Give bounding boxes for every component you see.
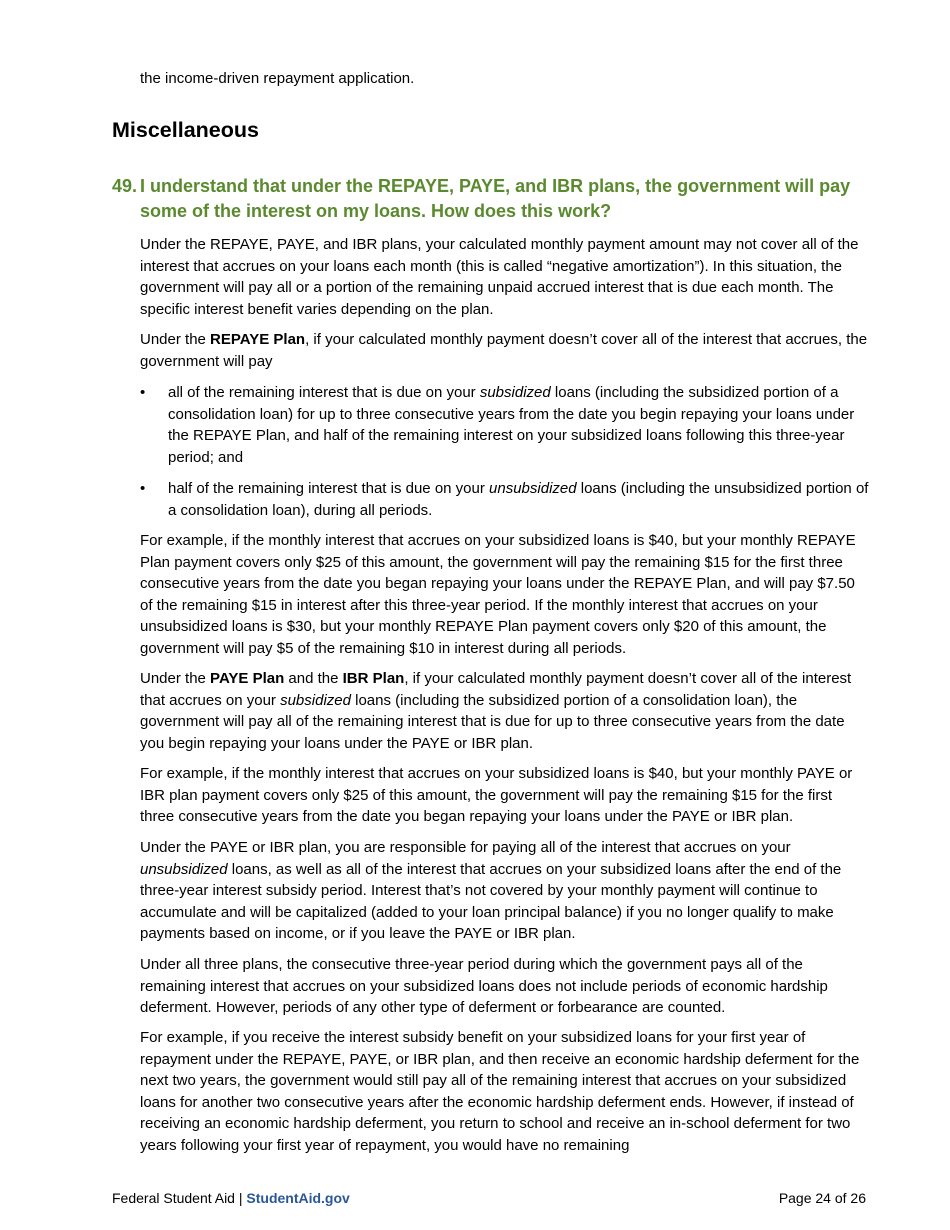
text-run: Under the xyxy=(140,670,211,687)
paragraph-paye-ibr-intro xyxy=(140,668,870,754)
footer-left xyxy=(112,1189,350,1207)
paragraph-repaye-example: For example, if the monthly interest that accrues on your subsidized loans is $40, but your monthly REPAYE Plan payment covers only $25 of this amount, the government will pay the remaining $15 for the first three consecutive years from the date you began repaying your loans under the REPAYE Plan, and will pay $7.50 of the remaining $15 in interest after this three-year period. If the monthly interest that accrues on your unsubsidized loans is $30, but your monthly REPAYE Plan payment covers only $20 of this amount, the government will pay $5 of the remaining $10 in interest during all periods. xyxy=(140,532,856,657)
question-text: I understand that under the REPAYE, PAYE, and IBR plans, the government will pay some of the interest on my loans. How does this work? xyxy=(140,176,851,221)
page-number: Page 24 of 26 xyxy=(778,1190,866,1206)
subsidized-italic: subsidized xyxy=(280,691,351,709)
continuation-text: the income-driven repayment application. xyxy=(140,70,415,87)
paragraph-paye-ibr-example: For example, if the monthly interest that accrues on your subsidized loans is $40, but your monthly PAYE or IBR plan payment covers only $25 of this amount, the government will pay the remaining $15 for the first three consecutive years from the date you began repaying your loans under the PAYE or IBR plan. xyxy=(140,765,853,825)
text-run: half of the remaining interest that is due on your xyxy=(168,480,490,497)
text-run: loans (including the subsidized portion of a consolidation loan) for up to three consecutive years from the date you begin repaying your loans under the REPAYE Plan, and half of the remaining interest on your subsidized loans following this three-year period; and xyxy=(168,384,855,466)
bullet-list-unsubsidized xyxy=(140,478,870,521)
ibr-plan-bold: IBR Plan xyxy=(342,670,405,687)
paragraph-deferment-example: For example, if you receive the interest subsidy benefit on your subsidized loans for your first year of repayment under the REPAYE, PAYE, or IBR plan, and then receive an economic hardship deferment for the next two years, the government would still pay all of the remaining interest that accrues on your subsidized loans for another two consecutive years after the economic hardship deferment ends. However, if instead of receiving an economic hardship deferment, you return to school and receive an in-school deferment for two years following your first year of repayment, you would have no remaining xyxy=(140,1029,860,1154)
question-heading xyxy=(112,174,872,224)
unsubsidized-italic: unsubsidized xyxy=(489,480,577,497)
text-run: Under the PAYE or IBR plan, you are responsible for paying all of the interest that accrues on your xyxy=(140,839,791,856)
footer-org: Federal Student Aid | xyxy=(112,1190,247,1206)
text-run: , if your calculated monthly payment doesn’t cover all of the interest that accrues on your xyxy=(140,670,852,709)
text-run: Under the xyxy=(140,331,211,348)
section-heading: Miscellaneous xyxy=(112,118,259,142)
subsidized-italic: subsidized xyxy=(479,384,551,401)
bullet-icon: • xyxy=(140,480,146,497)
list-item xyxy=(140,382,870,468)
studentaid-link[interactable]: StudentAid.gov xyxy=(246,1190,350,1206)
paye-plan-bold: PAYE Plan xyxy=(210,670,285,687)
question-number: 49. xyxy=(112,176,138,196)
text-run: loans (including the unsubsidized portion of a consolidation loan), during all periods. xyxy=(168,480,869,519)
paragraph-repaye-intro xyxy=(140,329,870,372)
repaye-plan-bold: REPAYE Plan xyxy=(210,331,306,348)
text-run: and the xyxy=(284,670,343,687)
bullet-icon: • xyxy=(140,384,146,401)
paragraph-negative-amortization: Under the REPAYE, PAYE, and IBR plans, your calculated monthly payment amount may not cover all of the interest that accrues on your loans each month (this is called “negative amortization”). In this situation, the government will pay all or a portion of the remaining unpaid accrued interest that is due each month. The specific interest benefit varies depending on the plan. xyxy=(140,236,859,318)
text-run: loans, as well as all of the interest that accrues on your subsidized loans after the end of the three-year interest subsidy period. Interest that’s not covered by your monthly payment will continue to accumulate and will be capitalized (added to your loan principal balance) if you no longer qualify to make payments based on income, or if you leave the PAYE or IBR plan. xyxy=(140,860,842,942)
list-item xyxy=(140,478,870,521)
text-run: loans (including the subsidized portion of a consolidation loan), the government will pay all of the remaining interest that is due for up to three consecutive years from the date you begin repaying your loans under the PAYE or IBR plan. xyxy=(140,691,845,752)
paragraph-three-year-period: Under all three plans, the consecutive three-year period during which the government pays all of the remaining interest that accrues on your subsidized loans does not include periods of economic hardship deferment. However, periods of any other type of deferment or forbearance are counted. xyxy=(140,956,828,1016)
unsubsidized-italic: unsubsidized xyxy=(140,860,228,878)
bullet-list-subsidized xyxy=(140,382,870,468)
text-run: , if your calculated monthly payment doesn’t cover all of the interest that accrues, the government will pay xyxy=(140,331,868,370)
text-run: all of the remaining interest that is due on your xyxy=(168,384,480,401)
paragraph-unsubsidized-responsibility xyxy=(140,837,870,945)
